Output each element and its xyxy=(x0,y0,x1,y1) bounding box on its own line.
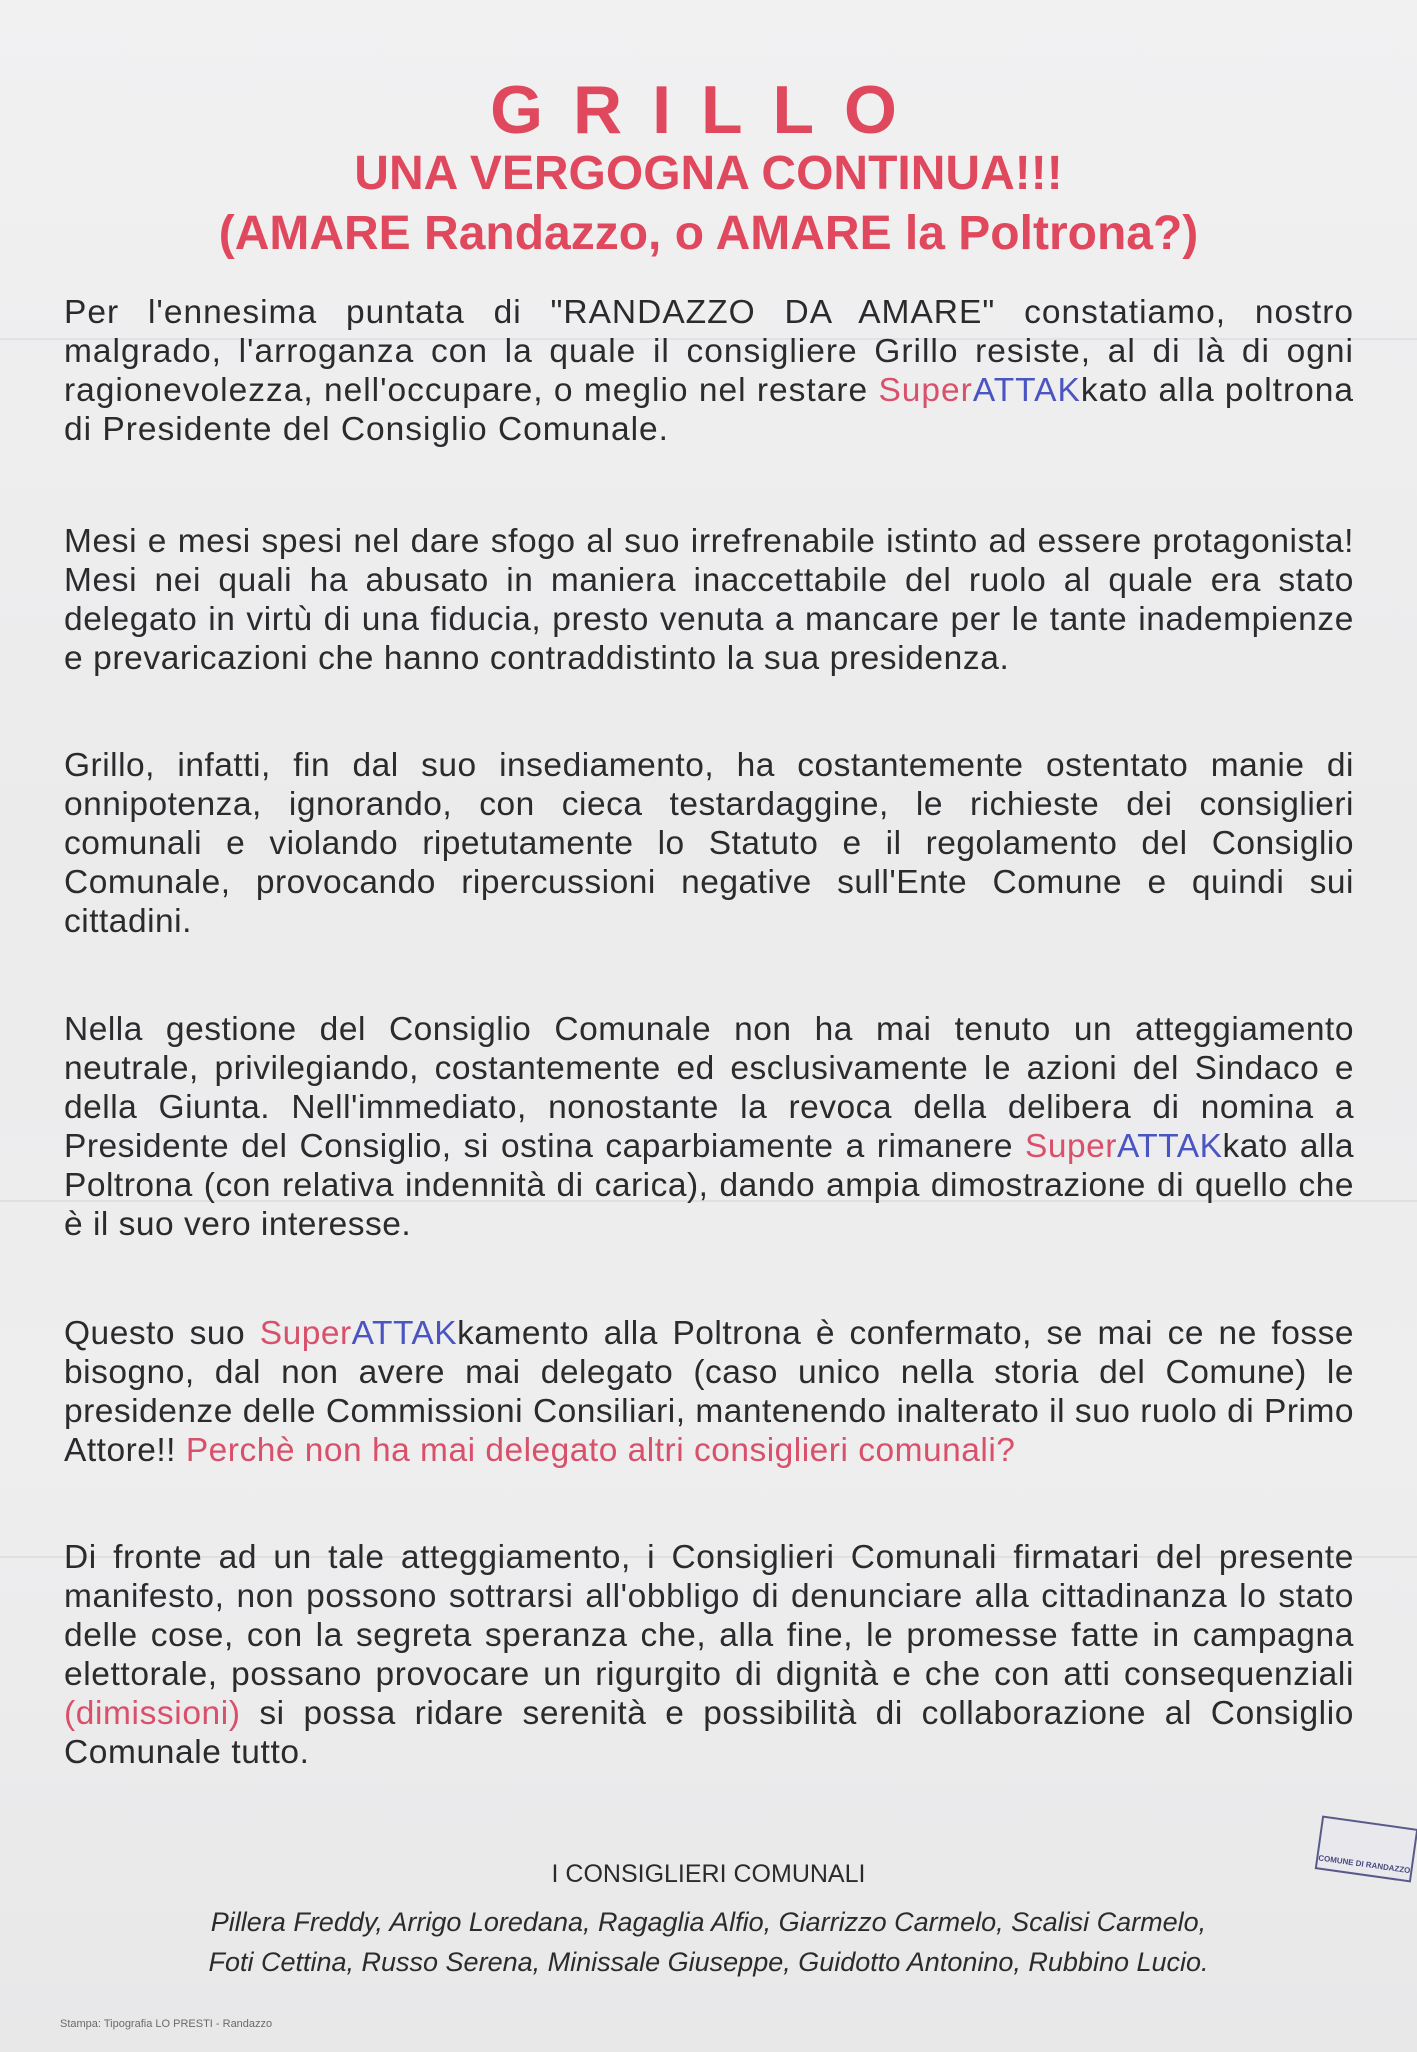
paragraph-6 xyxy=(64,1538,1354,1772)
paragraph-text: Per l'ennesima puntata di "RANDAZZO DA AMARE" constatiamo, nostro malgrado, l'arroganza con la quale il consigliere Grillo resiste, al di là di ogni ragionevolezza, nell'occupare, o meglio nel restare xyxy=(64,294,1354,409)
paragraph-1 xyxy=(64,293,1354,449)
paragraph-text: si possa ridare serenità e possibilità di collaborazione al Consiglio Comunale tutto. xyxy=(64,1695,1354,1771)
superattak-super: Super xyxy=(1025,1128,1117,1165)
signatories-title: I CONSIGLIERI COMUNALI xyxy=(551,1860,866,1888)
superattak-attak: ATTAK xyxy=(972,372,1081,409)
paragraph-text: Questo suo xyxy=(64,1315,260,1352)
highlighted-question: Perchè non ha mai delegato altri consiglieri comunali? xyxy=(185,1432,1016,1469)
stamp-text: COMUNE DI RANDAZZO xyxy=(1317,1853,1411,1876)
paragraph-text: Nella gestione del Consiglio Comunale non ha mai tenuto un atteggiamento neutrale, privilegiando, costantemente ed esclusivamente le azioni del Sindaco e della Giunta. Nell'immediato, nonostante la revoca della delibera di nomina a Presidente del Consiglio, si ostina caparbiamente a rimanere xyxy=(64,1011,1354,1165)
dimissioni-highlight: (dimissioni) xyxy=(64,1695,241,1732)
paragraph-text: kamento alla Poltrona è confermato, se mai ce ne fosse bisogno, dal non avere mai delegato (caso unico nella storia del Comune) le presidenze delle Commissioni Consiliari, mantenendo inalterato il suo ruolo di Primo Attore!! xyxy=(64,1315,1354,1469)
paragraph-4 xyxy=(64,1010,1354,1244)
printer-credit: Stampa: Tipografia LO PRESTI - Randazzo xyxy=(60,2018,273,2030)
paragraph-text: kato alla Poltrona (con relativa indennità di carica), dando ampia dimostrazione di quello che è il suo vero interesse. xyxy=(64,1128,1354,1243)
superattak-super: Super xyxy=(878,372,973,409)
signatories-line-1: Pillera Freddy, Arrigo Loredana, Ragaglia Alfio, Giarrizzo Carmelo, Scalisi Carmelo, xyxy=(210,1907,1207,1937)
signatories-line-2: Foti Cettina, Russo Serena, Minissale Giuseppe, Guidotto Antonino, Rubbino Lucio. xyxy=(208,1947,1209,1977)
paragraph-text: kato alla poltrona di Presidente del Consiglio Comunale. xyxy=(64,372,1354,448)
paragraph-3: Grillo, infatti, fin dal suo insediamento, ha costantemente ostentato manie di onnipotenza, ignorando, con cieca testardaggine, le richieste dei consiglieri comunali e violando ripetutamente lo Statuto e il regolamento del Consiglio Comunale, provocando ripercussioni negative sull'Ente Comune e quindi sui cittadini. xyxy=(64,747,1354,940)
superattak-attak: ATTAK xyxy=(351,1315,458,1352)
paragraph-text: Di fronte ad un tale atteggiamento, i Consiglieri Comunali firmatari del presente manifesto, non possono sottrarsi all'obbligo di denunciare alla cittadinanza lo stato delle cose, con la segreta speranza che, alla fine, le promesse fatte in campagna elettorale, possano provocare un rigurgito di dignità e che con atti consequenziali xyxy=(64,1539,1354,1693)
headline-name: GRILLO xyxy=(490,72,927,148)
headline-question: (AMARE Randazzo, o AMARE la Poltrona?) xyxy=(218,207,1199,260)
headline-slogan: UNA VERGOGNA CONTINUA!!! xyxy=(354,147,1063,200)
superattak-attak: ATTAK xyxy=(1116,1128,1223,1165)
superattak-super: Super xyxy=(259,1315,352,1352)
paragraph-5 xyxy=(64,1314,1354,1470)
paragraph-2: Mesi e mesi spesi nel dare sfogo al suo irrefrenabile istinto ad essere protagonista! Mesi nei quali ha abusato in maniera inaccettabile del ruolo al quale era stato delegato in virtù di una fiducia, presto venuta a mancare per le tante inadempienze e prevaricazioni che hanno contraddistinto la sua presidenza. xyxy=(64,523,1354,677)
